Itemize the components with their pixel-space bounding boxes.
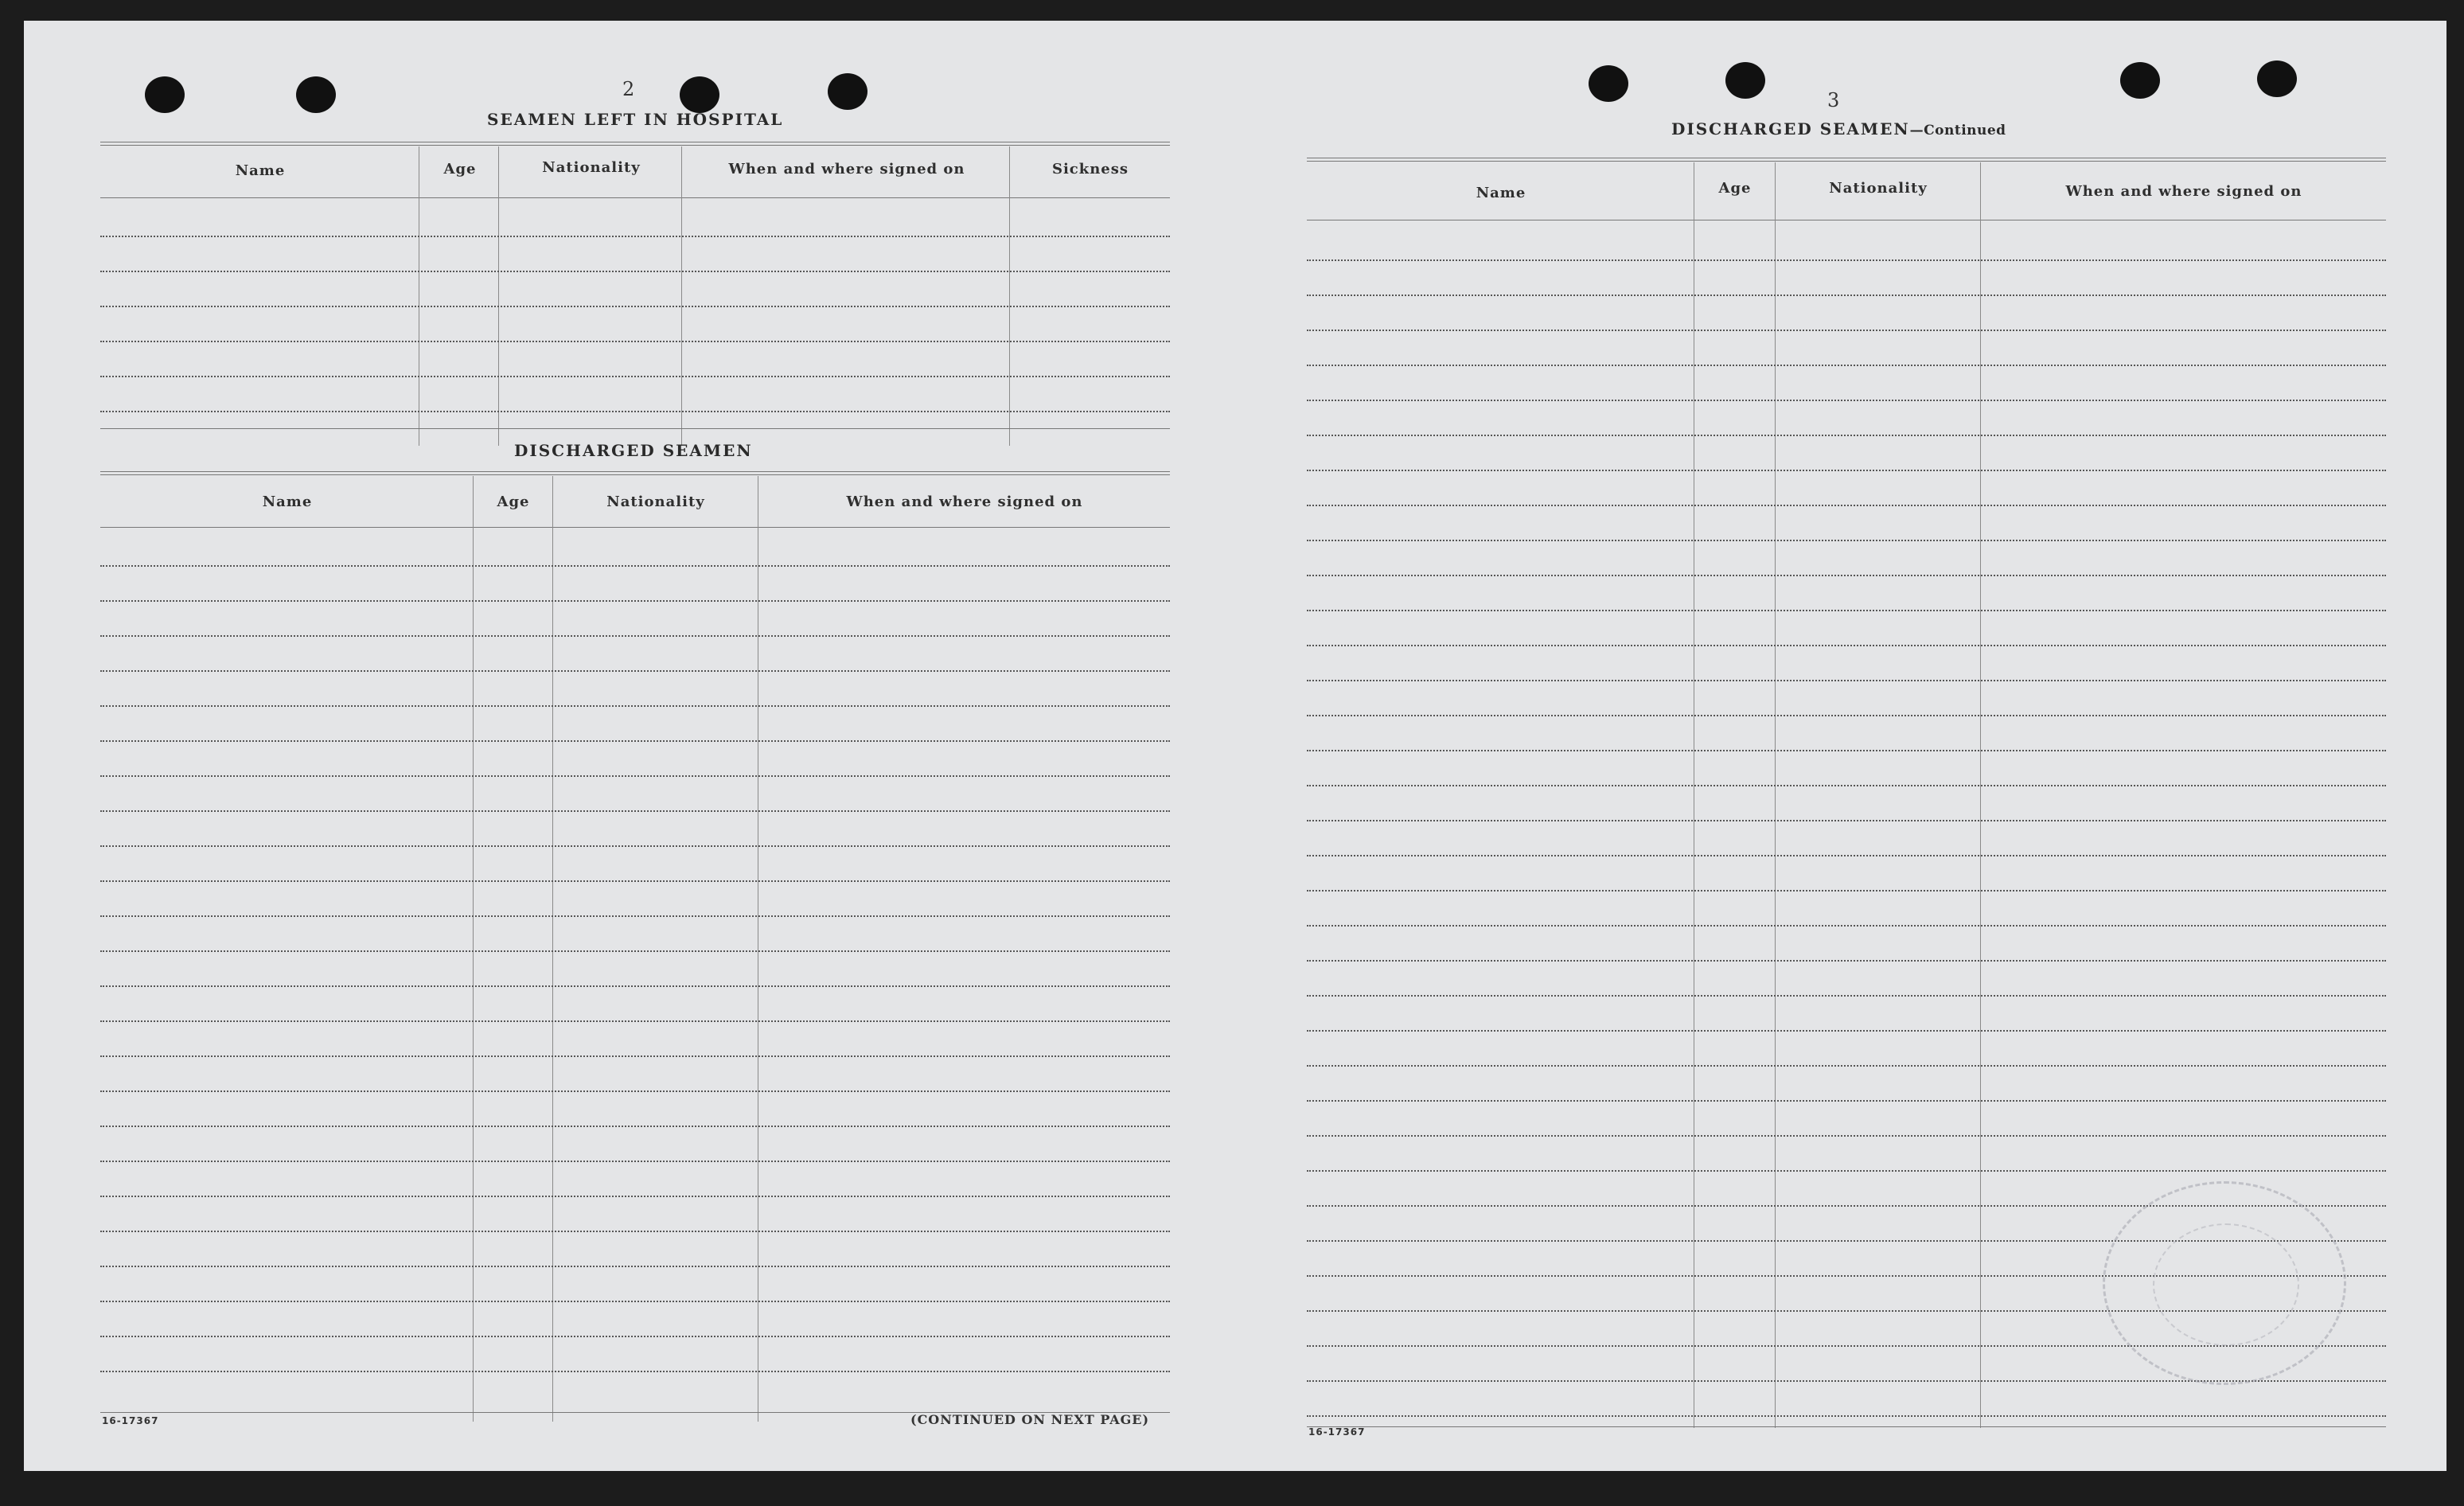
punch-hole-icon [2257,60,2297,97]
entry-line [1307,295,2386,296]
faded-stamp-icon [2103,1181,2346,1385]
entry-line [1307,1065,2386,1067]
column-header-name: Name [1476,185,1526,201]
entry-line [100,915,1170,917]
entry-line [1307,715,2386,716]
column-header-nationality: Nationality [606,494,705,510]
entry-line [1307,330,2386,331]
column-header-nationality: Nationality [1829,180,1928,197]
punch-hole-icon [1589,65,1628,102]
entry-line [100,985,1170,987]
entry-line [100,1301,1170,1302]
header-rule [1307,158,2386,162]
entry-line [100,600,1170,602]
entry-line [100,810,1170,812]
entry-line [100,565,1170,567]
entry-line [100,635,1170,637]
title-suffix: —Continued [1909,123,2006,139]
entry-line [100,845,1170,847]
entry-line [100,1126,1170,1127]
section-title-discharged: DISCHARGED SEAMEN [514,441,753,460]
entry-line [1307,435,2386,436]
entry-line [100,670,1170,672]
column-header-when-where: When and where signed on [728,161,965,178]
column-header-when-where: When and where signed on [2065,183,2302,200]
punch-hole-icon [2120,62,2160,99]
column-header-name: Name [235,162,286,179]
table-bottom-rule [1307,1426,2386,1427]
column-divider [1980,162,1981,1428]
column-header-name: Name [262,494,313,510]
entry-line [1307,1170,2386,1172]
punch-hole-icon [828,73,867,110]
header-rule [100,471,1170,475]
column-header-age: Age [497,494,530,510]
entry-line [1307,680,2386,681]
entry-line [1307,995,2386,997]
entry-line [100,306,1170,307]
page-number: 3 [1827,89,1840,111]
entry-line [100,1371,1170,1372]
column-divider [1775,162,1776,1428]
entry-line [1307,890,2386,892]
entry-line [1307,925,2386,927]
column-header-nationality: Nationality [542,159,641,176]
entry-line [1307,470,2386,471]
column-divider [681,146,682,446]
column-divider [1009,146,1010,446]
entry-line [100,950,1170,952]
entry-line [1307,820,2386,821]
punch-hole-icon [145,76,185,113]
section-bottom-rule [100,428,1170,429]
entry-line [100,376,1170,377]
entry-line [1307,1415,2386,1417]
entry-line [1307,960,2386,962]
page-number: 2 [622,78,635,100]
entry-line [100,1266,1170,1267]
entry-line [100,775,1170,777]
entry-line [1307,505,2386,506]
entry-line [1307,575,2386,576]
column-divider [473,476,474,1422]
entry-line [100,1020,1170,1022]
column-header-sickness: Sickness [1051,161,1129,178]
column-divider [552,476,553,1422]
section-title-hospital: SEAMEN LEFT IN HOSPITAL [487,110,784,129]
form-number: 16-17367 [102,1415,159,1426]
entry-line [100,1231,1170,1232]
entry-line [100,1055,1170,1057]
entry-line [1307,400,2386,401]
entry-line [1307,610,2386,611]
entry-line [1307,540,2386,541]
entry-line [1307,785,2386,786]
punch-hole-icon [680,76,719,113]
entry-line [1307,365,2386,366]
entry-line [100,740,1170,742]
document-sheet [24,21,2446,1471]
entry-line [1307,855,2386,856]
entry-line [1307,1030,2386,1032]
entry-line [100,236,1170,237]
entry-line [1307,1135,2386,1137]
column-header-age: Age [1718,180,1752,197]
entry-line [100,1336,1170,1337]
punch-hole-icon [1725,62,1765,99]
entry-line [100,411,1170,412]
entry-line [100,705,1170,707]
entry-line [100,341,1170,342]
entry-line [1307,259,2386,261]
column-header-when-where: When and where signed on [846,494,1083,510]
entry-line [100,880,1170,882]
column-divider [498,146,499,446]
header-bottom-rule [100,527,1170,528]
title-main: DISCHARGED SEAMEN [1671,119,1910,139]
column-header-age: Age [443,161,477,178]
header-rule [100,142,1170,146]
entry-line [100,1161,1170,1162]
section-title-discharged-continued [1671,119,2006,139]
entry-line [100,271,1170,272]
entry-line [1307,645,2386,646]
continued-note: (CONTINUED ON NEXT PAGE) [910,1412,1150,1427]
entry-line [100,1090,1170,1092]
form-number: 16-17367 [1308,1426,1366,1438]
entry-line [1307,750,2386,751]
entry-line [100,1196,1170,1197]
entry-line [1307,1100,2386,1102]
punch-hole-icon [296,76,336,113]
